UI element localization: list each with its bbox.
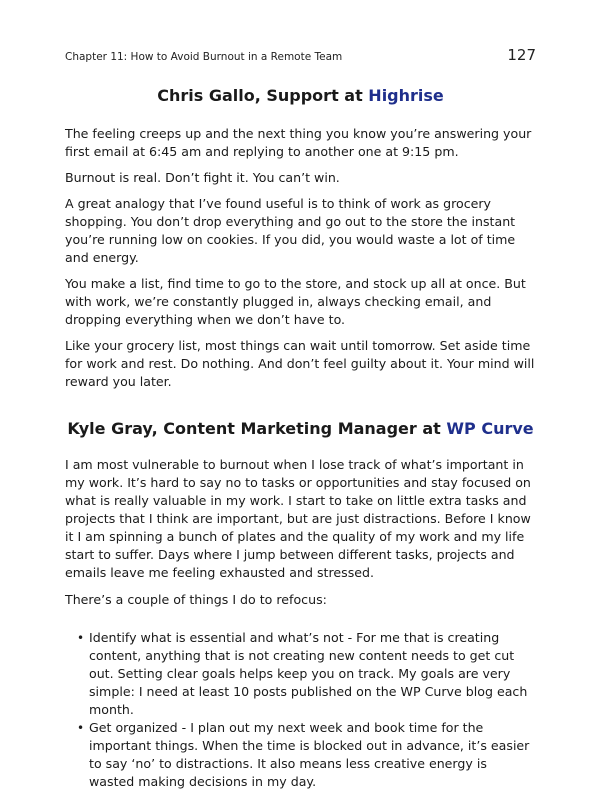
list-item: • Identify what is essential and what’s not - For me that is creating content, anything that is not creating new content needs to get cut out. Setting clear goals helps keep you on track. My goals are very simple: I need at least 10 posts published on the WP Curve blog each month. bbox=[79, 629, 536, 719]
section-title-kyle-gray bbox=[65, 419, 536, 438]
running-head: Chapter 11: How to Avoid Burnout in a Remote Team bbox=[65, 51, 343, 63]
list-item: • Get organized - I plan out my next week and book time for the important things. When the time is blocked out in advance, it’s easier to say ‘no’ to distractions. It also means less creative energy is wasted making decisions in my day. bbox=[79, 719, 536, 791]
company-wp-curve: WP Curve bbox=[446, 419, 534, 438]
paragraph: Burnout is real. Don’t fight it. You can’t win. bbox=[65, 170, 340, 185]
page-content bbox=[65, 86, 536, 791]
company-highrise: Highrise bbox=[368, 86, 444, 105]
paragraph: There’s a couple of things I do to refocus: bbox=[65, 592, 327, 607]
section-title-text: Kyle Gray, Content Marketing Manager at bbox=[67, 419, 447, 438]
paragraph: I am most vulnerable to burnout when I lose track of what’s important in my work. It’s hard to say no to tasks or opportunities and stay focused on what is really valuable in my work. I start to take on little extra tasks and projects that I think are important, but are just distractions. Before I know it I am spinning a bunch of plates and the quality of my work and my life start to suffer. Days where I jump between different tasks, projects and emails leave me feeling exhausted and stressed. bbox=[65, 457, 531, 580]
bullet-list bbox=[65, 629, 536, 791]
paragraph: A great analogy that I’ve found useful is to think of work as grocery shopping. You don’t drop everything and go out to the store the instant you’re running low on cookies. If you did, you would waste a lot of time and energy. bbox=[65, 196, 516, 265]
paragraph: The feeling creeps up and the next thing you know you’re answering your first email at 6:45 am and replying to another one at 9:15 pm. bbox=[65, 126, 532, 159]
page-number: 127 bbox=[507, 46, 536, 64]
section-title-text: Chris Gallo, Support at bbox=[157, 86, 369, 105]
section-title-chris-gallo bbox=[65, 86, 536, 105]
paragraph: You make a list, find time to go to the store, and stock up all at once. But with work, we’re constantly plugged in, always checking email, and dropping everything when we don’t have to. bbox=[65, 276, 526, 327]
paragraph: Like your grocery list, most things can wait until tomorrow. Set aside time for work and rest. Do nothing. And don’t feel guilty about it. Your mind will reward you later. bbox=[65, 338, 535, 389]
